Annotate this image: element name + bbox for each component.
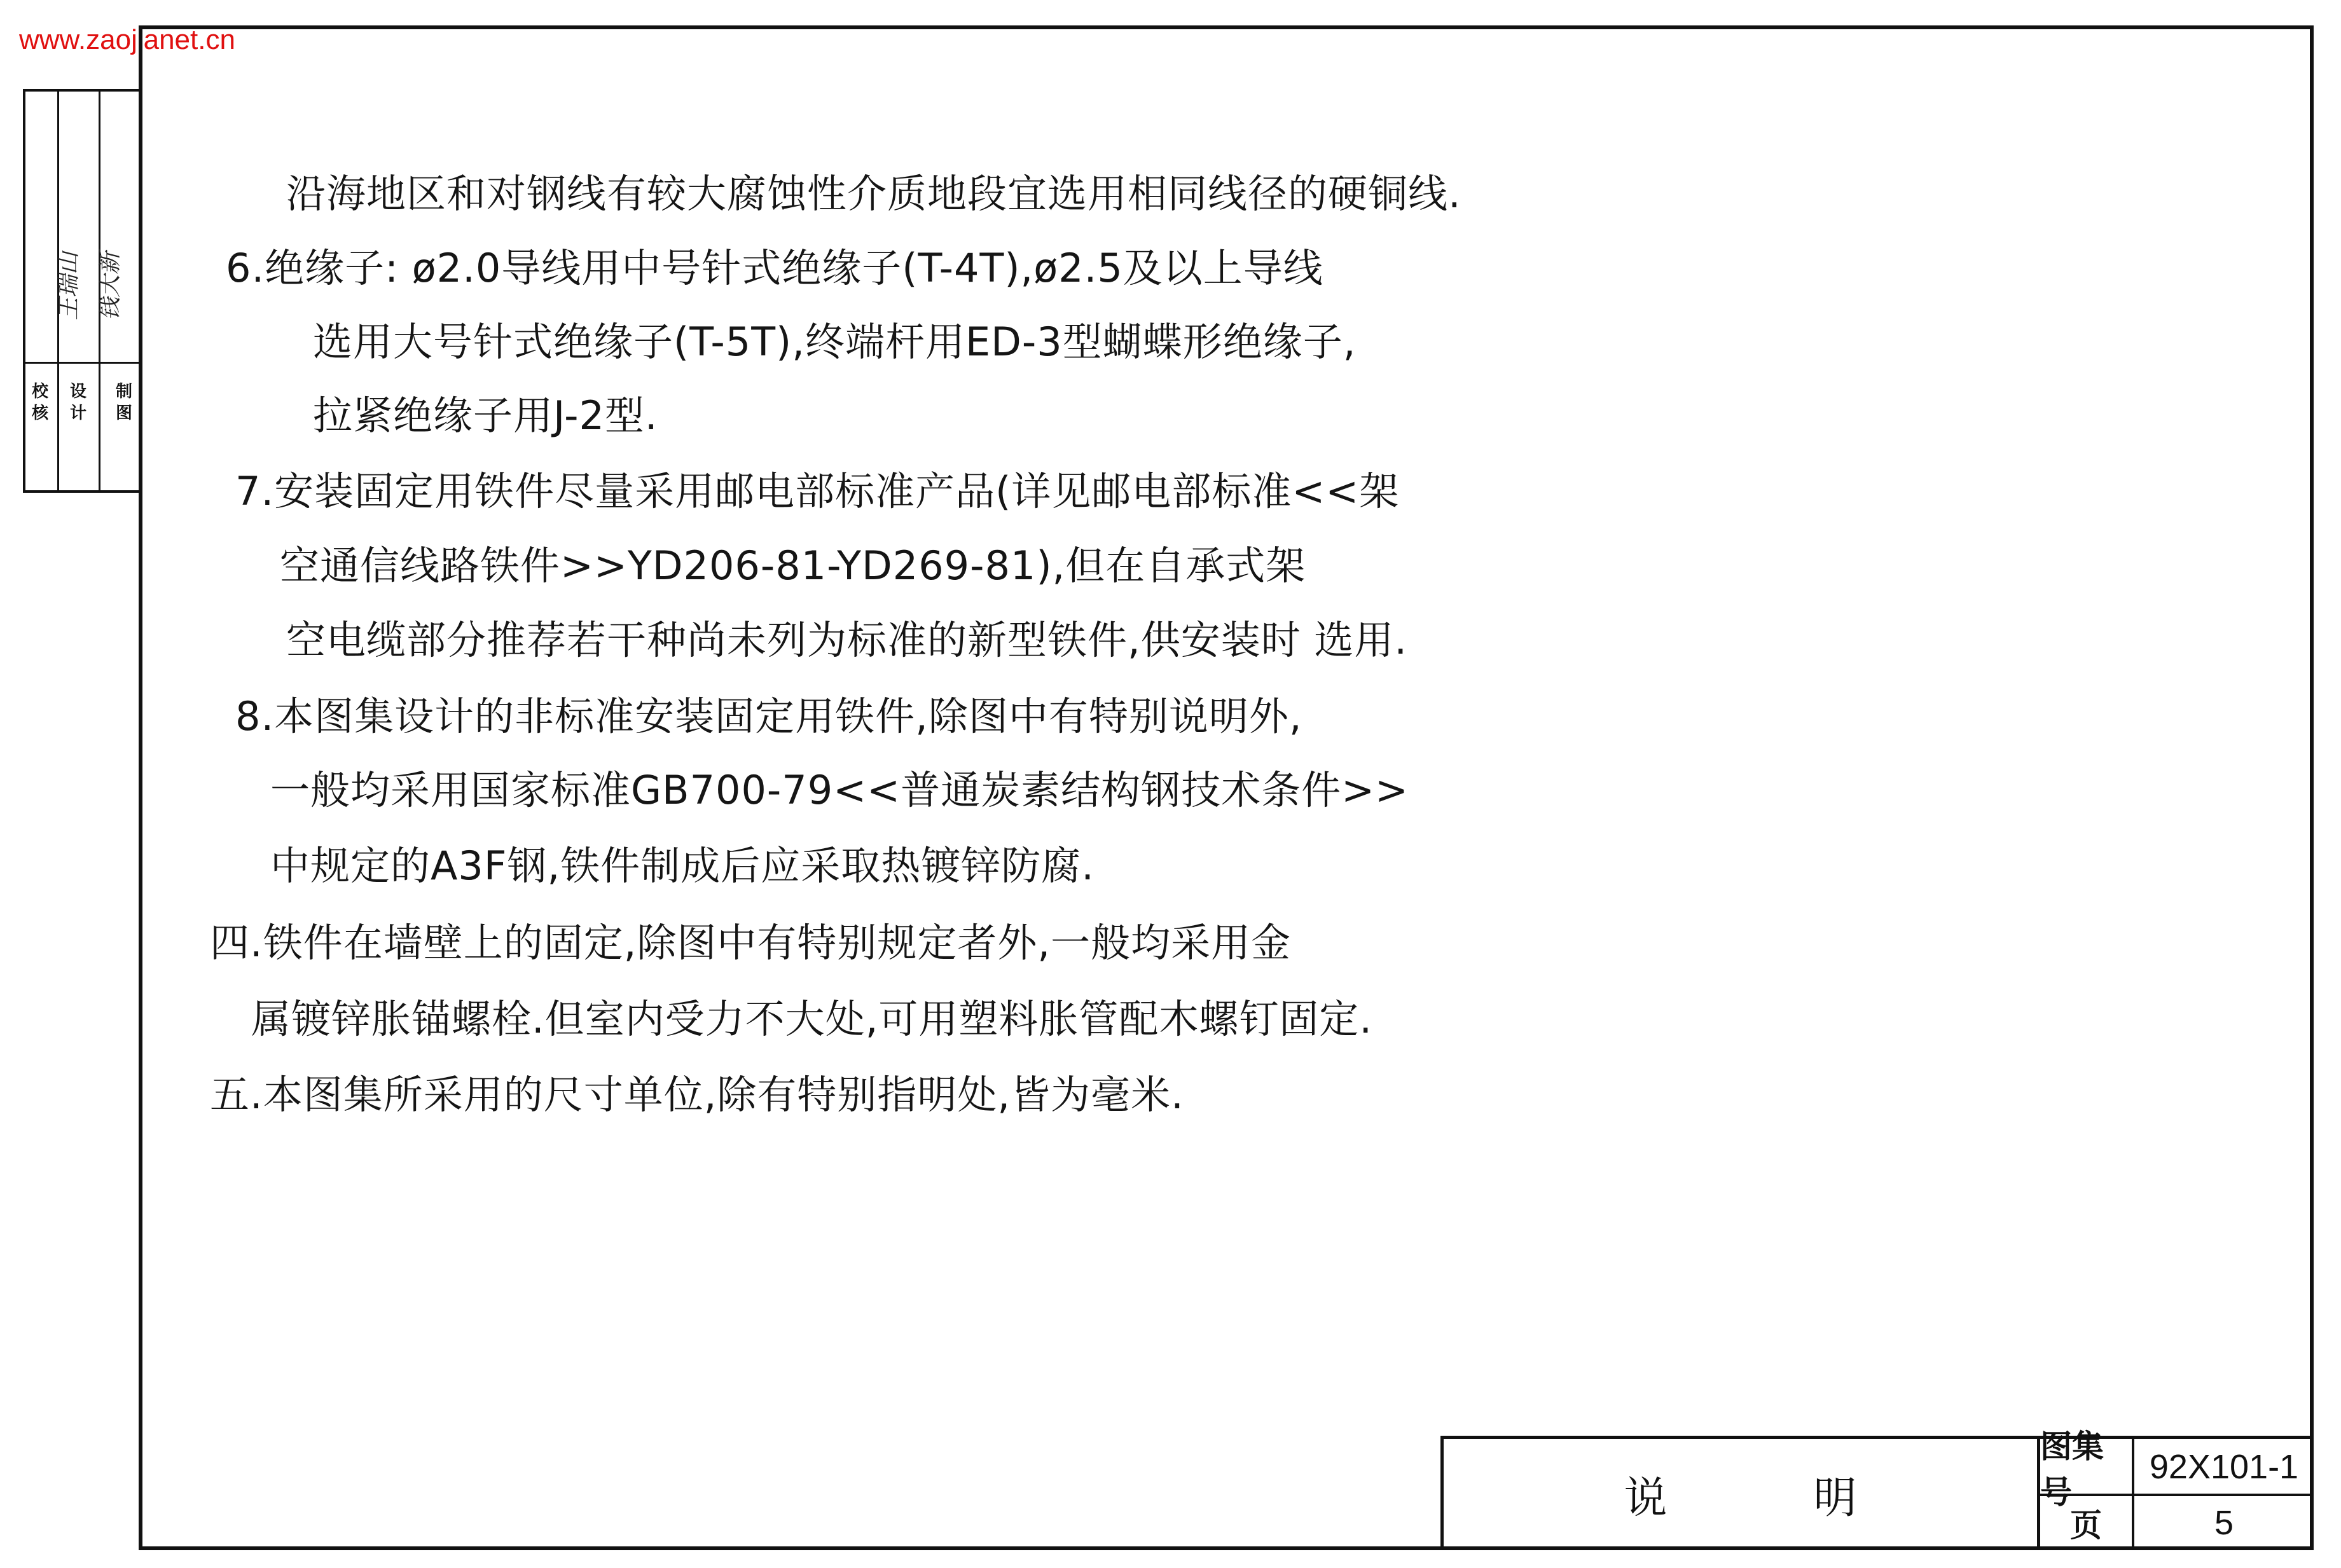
label-check: 校核 bbox=[31, 382, 48, 423]
title-block-title bbox=[1444, 1439, 2040, 1550]
signature-check: 王瑞山 bbox=[56, 251, 82, 320]
title-char: 明 bbox=[1813, 1473, 1857, 1523]
label-design: 设计 bbox=[69, 382, 86, 423]
watermark-url: www.zaojianet.cn bbox=[19, 24, 235, 55]
page-label-cell bbox=[2040, 1495, 2132, 1550]
page-value-cell bbox=[2134, 1495, 2314, 1550]
atlas-value-cell bbox=[2134, 1439, 2314, 1494]
text-line: 中规定的A3F钢,铁件制成后应采取热镀锌防腐. bbox=[270, 842, 1095, 889]
atlas-label-cell bbox=[2040, 1427, 2132, 1511]
text-line: 四.铁件在墙壁上的固定,除图中有特别规定者外,一般均采用金 bbox=[210, 919, 1292, 966]
label-draw: 制图 bbox=[115, 382, 132, 423]
text-line: 选用大号针式绝缘子(T-5T),终端杆用ED-3型蝴蝶形绝缘子, bbox=[313, 319, 1357, 365]
text-line: 沿海地区和对钢线有较大腐蚀性介质地段宜选用相同线径的硬铜线. bbox=[286, 170, 1461, 217]
signature-design: 钱大新 bbox=[97, 251, 123, 320]
text-line: 空通信线路铁件>>YD206-81-YD269-81),但在自承式架 bbox=[280, 542, 1306, 589]
atlas-number: 92X101-1 bbox=[2149, 1447, 2299, 1486]
text-line: 一般均采用国家标准GB700-79<<普通炭素结构钢技术条件>> bbox=[270, 767, 1409, 813]
text-line: 空电缆部分推荐若干种尚未列为标准的新型铁件,供安装时 选用. bbox=[286, 617, 1408, 663]
atlas-number-label: 图集号 bbox=[2040, 1427, 2104, 1511]
text-line: 7.安装固定用铁件尽量采用邮电部标准产品(详见邮电部标准<<架 bbox=[235, 468, 1400, 514]
page-number: 5 bbox=[2214, 1503, 2234, 1542]
text-line: 五.本图集所采用的尺寸单位,除有特别指明处,皆为毫米. bbox=[210, 1071, 1184, 1118]
text-line: 拉紧绝缘子用J-2型. bbox=[313, 392, 658, 439]
text-line: 8.本图集设计的非标准安装固定用铁件,除图中有特别说明外, bbox=[235, 693, 1302, 739]
title-block-values bbox=[2134, 1439, 2314, 1550]
title-block-labels bbox=[2040, 1427, 2134, 1550]
title-block bbox=[1440, 1427, 2314, 1550]
text-line: 6.绝缘子: ø2.0导线用中号针式绝缘子(T-4T),ø2.5及以上导线 bbox=[226, 245, 1323, 291]
title-char: 说 bbox=[1624, 1473, 1668, 1523]
page-label: 页 bbox=[2070, 1506, 2102, 1544]
text-line: 属镀锌胀锚螺栓.但室内受力不大处,可用塑料胀管配木螺钉固定. bbox=[251, 996, 1373, 1042]
